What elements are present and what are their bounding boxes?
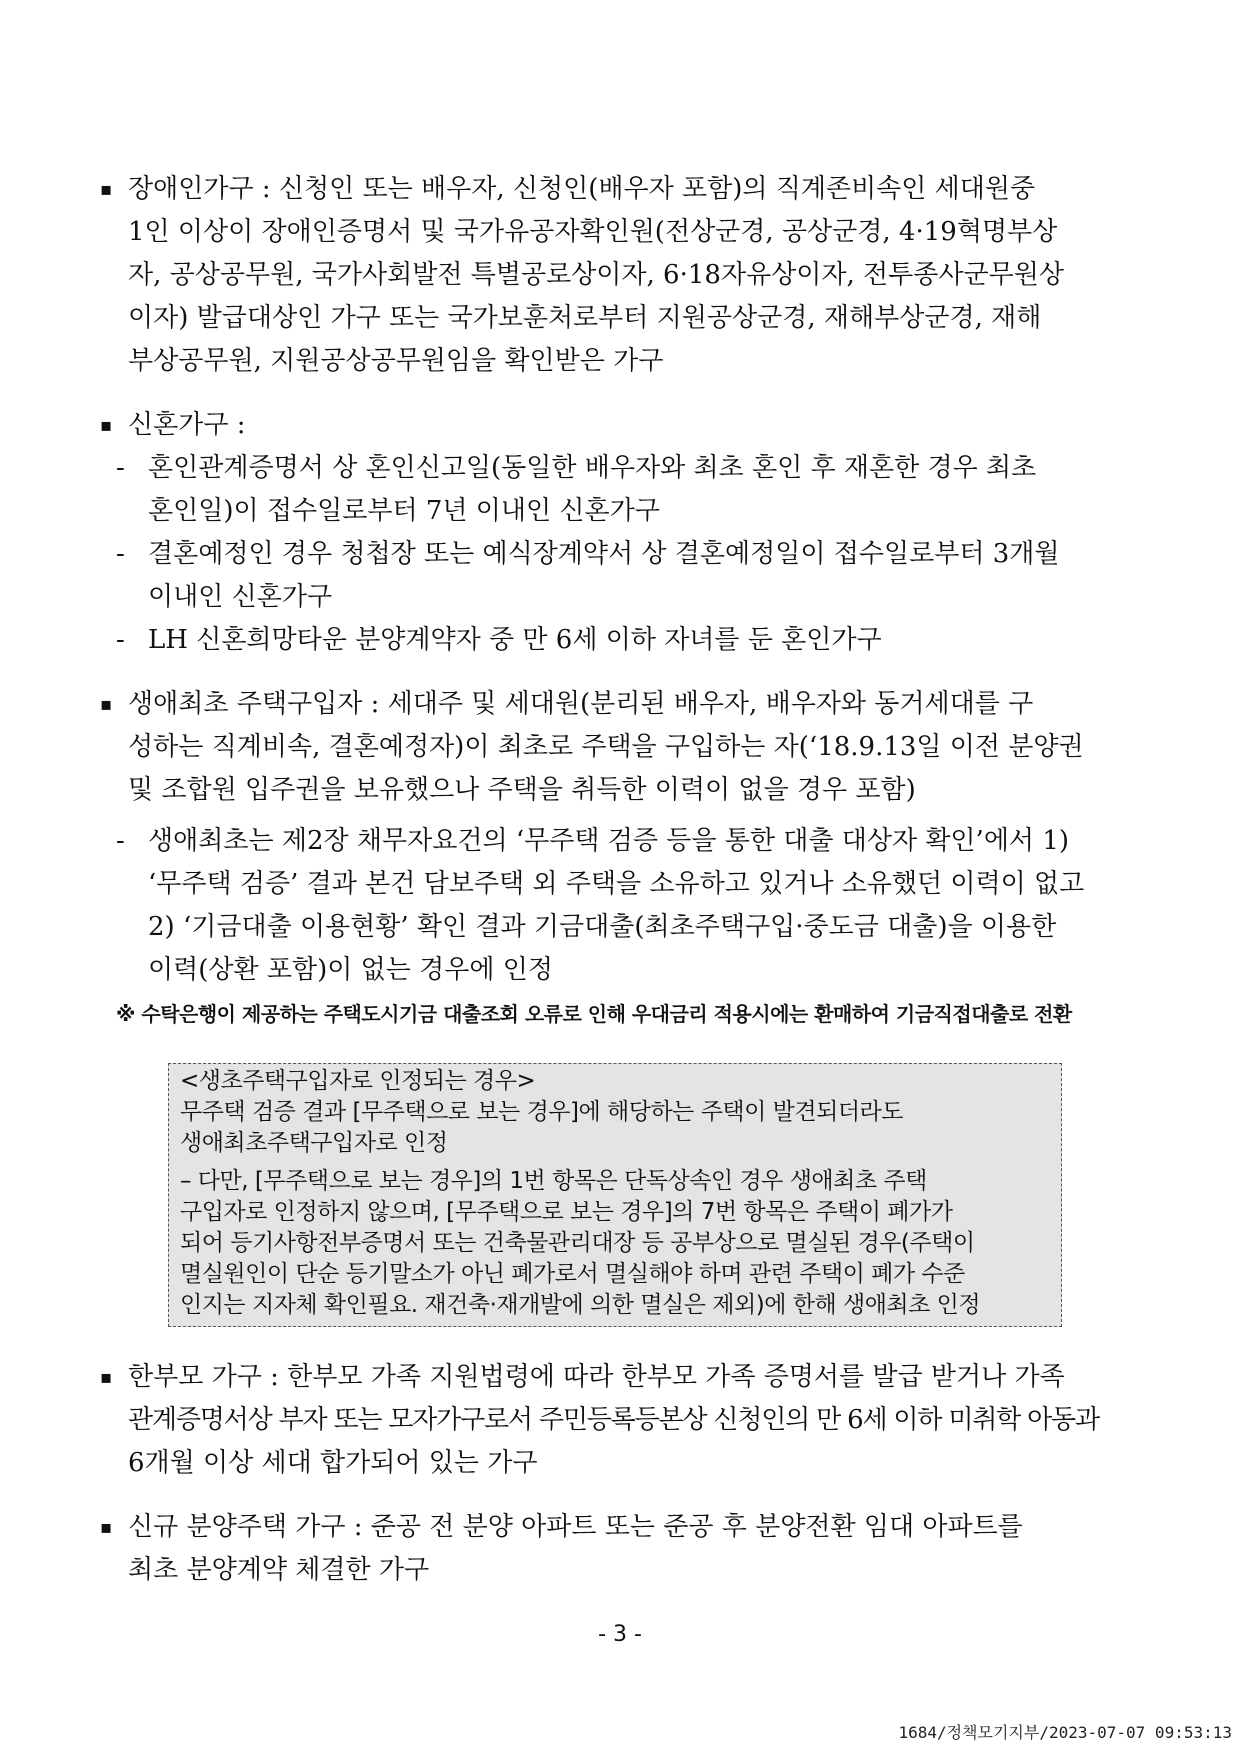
box-line-3: 생애최초주택구입자로 인정 <box>180 1130 448 1156</box>
dash-icon: - <box>116 625 125 655</box>
first-home-sub-line-3: 2) ‘기금대출 이용현황’ 확인 결과 기금대출(최초주택구입·중도금 대출)을 이용한 <box>148 912 1057 942</box>
first-home-line-1: 생애최초 주택구입자 : 세대주 및 세대원(분리된 배우자, 배우자와 동거세대를 구 <box>128 689 1034 719</box>
bullet-icon: ▪ <box>100 694 113 715</box>
dash-icon: - <box>116 539 125 569</box>
first-home-sub-line-2: ‘무주택 검증’ 결과 본건 담보주택 외 주택을 소유하고 있거나 소유했던 이력이 없고 <box>148 869 1085 899</box>
single-parent-line-2: 관계증명서상 부자 또는 모자가구로서 주민등록등본상 신청인의 만 6세 이하 미취학 아동과 <box>128 1405 1099 1435</box>
box-line-2: 무주택 검증 결과 [무주택으로 보는 경우]에 해당하는 주택이 발견되더라도 <box>180 1099 903 1125</box>
dash-icon: - <box>116 826 125 856</box>
first-home-sub-line-4: 이력(상환 포함)이 없는 경우에 인정 <box>148 955 553 985</box>
new-sale-line-1: 신규 분양주택 가구 : 준공 전 분양 아파트 또는 준공 후 분양전환 임대 아파트를 <box>128 1512 1023 1542</box>
single-parent-line-1: 한부모 가구 : 한부모 가족 지원법령에 따라 한부모 가족 증명서를 발급 받거나 가족 <box>128 1362 1065 1392</box>
box-line-8: 인지는 지자체 확인필요. 재건축·재개발에 의한 멸실은 제외)에 한해 생애최초 인정 <box>180 1292 981 1318</box>
first-home-sub-line-1: 생애최초는 제2장 채무자요건의 ‘무주택 검증 등을 통한 대출 대상자 확인’에서 1) <box>148 826 1070 856</box>
first-home-line-3: 및 조합원 입주권을 보유했으나 주택을 취득한 이력이 없을 경우 포함) <box>128 775 916 805</box>
disabled-line-3: 자, 공상공무원, 국가사회발전 특별공로상이자, 6·18자유상이자, 전투종사군무원상 <box>128 260 1064 290</box>
new-sale-line-2: 최초 분양계약 체결한 가구 <box>128 1555 430 1585</box>
newlywed-item-2-line-2: 이내인 신혼가구 <box>148 582 333 612</box>
page-number: - 3 - <box>598 1622 642 1647</box>
disabled-line-5: 부상공무원, 지원공상공무원임을 확인받은 가구 <box>128 346 664 376</box>
single-parent-line-3: 6개월 이상 세대 합가되어 있는 가구 <box>128 1448 538 1478</box>
box-line-7: 멸실원인이 단순 등기말소가 아닌 폐가로서 멸실해야 하며 관련 주택이 폐가 수준 <box>180 1261 965 1287</box>
footer-stamp: 1684/정책모기지부/2023-07-07 09:53:13 <box>898 1723 1232 1742</box>
first-home-criteria-box <box>168 1063 1062 1327</box>
bullet-icon: ▪ <box>100 415 113 436</box>
first-home-note: ※ 수탁은행이 제공하는 주택도시기금 대출조회 오류로 인해 우대금리 적용시에는 환매하여 기금직접대출로 전환 <box>116 1002 1072 1026</box>
disabled-line-4: 이자) 발급대상인 가구 또는 국가보훈처로부터 지원공상군경, 재해부상군경, 재해 <box>128 303 1042 333</box>
box-title: <생초주택구입자로 인정되는 경우> <box>180 1068 536 1094</box>
disabled-line-1: 장애인가구 : 신청인 또는 배우자, 신청인(배우자 포함)의 직계존비속인 세대원중 <box>128 174 1036 204</box>
newlywed-item-2-line-1: 결혼예정인 경우 청첩장 또는 예식장계약서 상 결혼예정일이 접수일로부터 3개월 <box>148 539 1060 569</box>
newlywed-item-1-line-2: 혼인일)이 접수일로부터 7년 이내인 신혼가구 <box>148 496 660 526</box>
bullet-icon: ▪ <box>100 1517 113 1538</box>
bullet-icon: ▪ <box>100 1367 113 1388</box>
newlywed-item-1-line-1: 혼인관계증명서 상 혼인신고일(동일한 배우자와 최초 혼인 후 재혼한 경우 최초 <box>148 453 1037 483</box>
box-line-4: – 다만, [무주택으로 보는 경우]의 1번 항목은 단독상속인 경우 생애최초 주택 <box>180 1168 927 1194</box>
bullet-icon: ▪ <box>100 179 113 200</box>
newlywed-heading: 신혼가구 : <box>128 410 246 440</box>
box-line-6: 되어 등기사항전부증명서 또는 건축물관리대장 등 공부상으로 멸실된 경우(주택이 <box>180 1230 975 1256</box>
first-home-line-2: 성하는 직계비속, 결혼예정자)이 최초로 주택을 구입하는 자(‘18.9.13일 이전 분양권 <box>128 732 1084 762</box>
disabled-line-2: 1인 이상이 장애인증명서 및 국가유공자확인원(전상군경, 공상군경, 4·19혁명부상 <box>128 217 1058 247</box>
newlywed-item-3: LH 신혼희망타운 분양계약자 중 만 6세 이하 자녀를 둔 혼인가구 <box>148 625 882 655</box>
dash-icon: - <box>116 453 125 483</box>
box-line-5: 구입자로 인정하지 않으며, [무주택으로 보는 경우]의 7번 항목은 주택이 폐가가 <box>180 1199 953 1225</box>
